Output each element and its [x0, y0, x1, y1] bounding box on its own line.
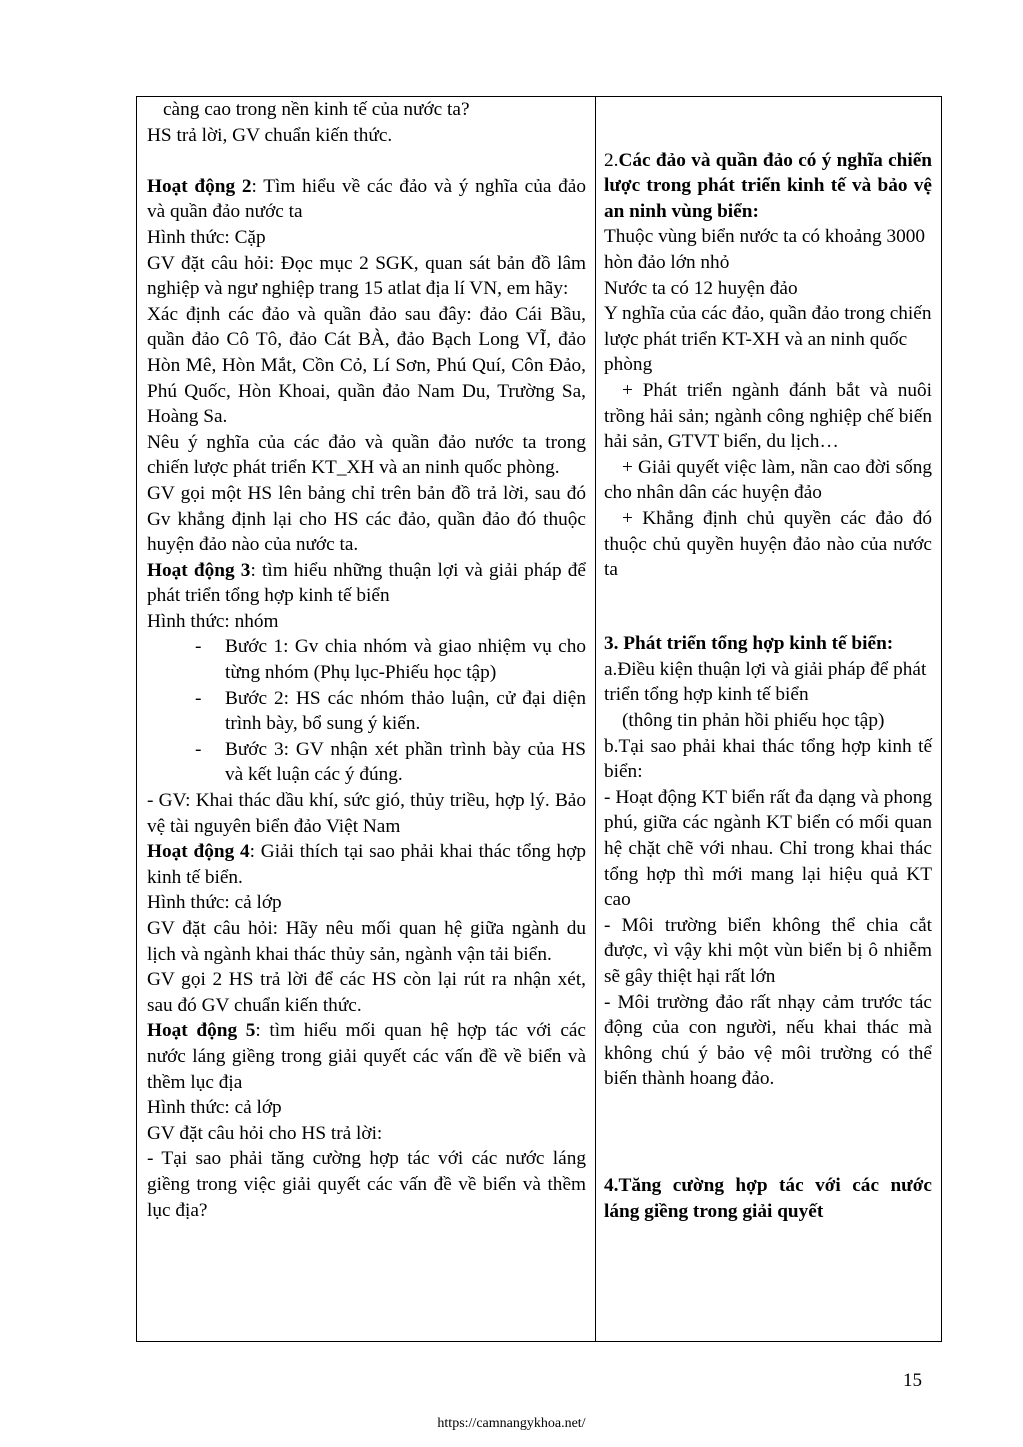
activity-5-text: : tìm hiểu mối quan hệ hợp tác với các nước láng giềng trong giải quyết các vấn đề về biển và thềm lục địa: [147, 1020, 586, 1093]
activity-3-teacher: - GV: Khai thác dầu khí, sức gió, thủy triều, hợp lý. Bảo vệ tài nguyên biển đảo Việt Nam: [147, 790, 586, 837]
activity-2-island-list: Xác định các đảo và quần đảo sau đây: đảo Cái Bầu, quần đảo Cô Tô, đảo Cát BÀ, đảo Bạch Long VĨ, đảo Hòn Mê, Hòn Mắt, Cồn Cỏ, Lí Sơn, Phú Quí, Côn Đảo, Phú Quốc, Hòn Khoai, quần đảo Nam Du, Trường Sa, Hoàng Sa.: [147, 303, 586, 428]
left-column-activities: [147, 97, 586, 1223]
section-2-heading: [604, 148, 932, 225]
activity-2-title: Hoạt động 2: [147, 175, 252, 197]
activity-4-title: Hoạt động 4: [147, 841, 250, 863]
section-2-para-3: Y nghĩa của các đảo, quần đảo trong chiến lược phát triển KT-XH và an ninh quốc phòng: [604, 303, 932, 376]
activity-3-text: : tìm hiểu những thuận lợi và giải pháp để phát triển tổng hợp kinh tế biển: [147, 559, 586, 607]
step-text: Bước 1: Gv chia nhóm và giao nhiệm vụ cho từng nhóm (Phụ lục-Phiếu học tập): [225, 636, 586, 684]
activity-5-question-1: - Tại sao phải tăng cường hợp tác với các nước láng giềng trong việc giải quyết các vấn đề về biển và thềm lục địa?: [147, 1148, 586, 1221]
activity-2-text: : Tìm hiểu về các đảo và ý nghĩa của đảo và quần đảo nước ta: [147, 175, 586, 223]
section-4-heading: [604, 1173, 932, 1224]
activity-4: [147, 839, 586, 890]
section-2-para-1: Thuộc vùng biển nước ta có khoảng 3000 hòn đảo lớn nhỏ: [604, 226, 926, 273]
activity-3-form: Hình thức: nhóm: [147, 610, 279, 632]
activity-2-meaning: Nêu ý nghĩa của các đảo và quần đảo nước ta trong chiến lược phát triển KT_XH và an ninh quốc phòng.: [147, 431, 586, 479]
section-3-point-3: - Môi trường đảo rất nhạy cảm trước tác động của con người, nếu khai thác mà không chú ý bảo vệ môi trường có thể biến thành hoang đảo.: [604, 991, 932, 1090]
activity-5: [147, 1018, 586, 1095]
section-3-part-a: a.Điều kiện thuận lợi và giải pháp để phát triển tổng hợp kinh tế biển: [604, 658, 927, 706]
section-2-number: 2.: [604, 149, 619, 171]
bullet-dash: -: [195, 687, 202, 709]
activity-5-question: GV đặt câu hỏi cho HS trả lời:: [147, 1122, 383, 1144]
section-3-part-b: b.Tại sao phải khai thác tổng hợp kinh tế biển:: [604, 735, 932, 783]
activity-4-form: Hình thức: cả lớp: [147, 892, 282, 914]
activity-3-title: Hoạt động 3: [147, 559, 251, 581]
activity-2-form: Hình thức: Cặp: [147, 226, 266, 248]
activity-2: [147, 174, 586, 225]
lesson-table: [136, 96, 942, 1342]
section-2-bullet-1: + Phát triển ngành đánh bắt và nuôi trồng hải sản; ngành công nghiệp chế biến hải sản, GTVT biển, du lịch…: [604, 379, 932, 453]
bullet-dash: -: [195, 636, 202, 658]
right-column-content: [604, 97, 932, 1224]
step-item: [147, 634, 586, 685]
activity-2-question: GV đặt câu hỏi: Đọc mục 2 SGK, quan sát bản đồ lâm nghiệp và ngư nghiệp trang 15 atlat địa lí VN, em hãy:: [147, 252, 586, 300]
section-3-point-2: - Môi trường biển không thể chia cắt được, vì vậy khi một vùn biển bị ô nhiễm sẽ gây thiệt hại rất lớn: [604, 914, 932, 987]
activity-4-text: : Giải thích tại sao phải khai thác tổng hợp kinh tế biển.: [147, 841, 586, 888]
activity-2-teacher: GV gọi một HS lên bảng chỉ trên bản đồ trả lời, sau đó Gv khẳng định lại cho HS các đảo, quần đảo đó thuộc huyện đảo nào của nước ta.: [147, 482, 586, 556]
section-3-part-a-note: (thông tin phản hồi phiếu học tập): [622, 710, 885, 732]
step-item: [147, 737, 586, 788]
section-2-bullet-2: + Giải quyết việc làm, nần cao đời sống cho nhân dân các huyện đảo: [604, 456, 932, 504]
section-2-title: Các đảo và quần đảo có ý nghĩa chiến lược trong phát triển kinh tế và bảo vệ an ninh vùng biển:: [604, 149, 932, 222]
activity-3: [147, 558, 586, 609]
section-3-heading: [604, 631, 932, 657]
section-3-title: 3. Phát triển tổng hợp kinh tế biển:: [604, 633, 894, 655]
section-2-para-2: Nước ta có 12 huyện đảo: [604, 277, 798, 299]
activity-4-question: GV đặt câu hỏi: Hãy nêu mối quan hệ giữa ngành du lịch và ngành khai thác thủy sản, ngành vận tải biển.: [147, 918, 586, 965]
question-continued: càng cao trong nền kinh tế của nước ta?: [163, 99, 470, 120]
activity-5-form: Hình thức: cả lớp: [147, 1097, 282, 1119]
step-item: [147, 686, 586, 737]
step-text: Bước 3: GV nhận xét phần trình bày của HS và kết luận các ý đúng.: [225, 738, 586, 786]
hs-answer-note: HS trả lời, GV chuẩn kiến thức.: [147, 124, 393, 146]
bullet-dash: -: [195, 738, 202, 760]
activity-5-title: Hoạt động 5: [147, 1020, 256, 1042]
section-2-bullet-3: + Khẳng định chủ quyền các đảo đó thuộc chủ quyền huyện đảo nào của nước ta: [604, 507, 932, 581]
footer-url: https://camnangykhoa.net/: [437, 1416, 586, 1431]
page-number: 15: [903, 1370, 922, 1391]
activity-4-teacher: GV gọi 2 HS trả lời để các HS còn lại rút ra nhận xét, sau đó GV chuẩn kiến thức.: [147, 969, 586, 1016]
section-3-point-1: - Hoạt động KT biển rất đa dạng và phong phú, giữa các ngành KT biển có mối quan hệ chặt chẽ với nhau. Chỉ trong khai thác tổng hợp thì mới mang lại hiệu quả KT cao: [604, 786, 932, 911]
section-4-title: 4.Tăng cường hợp tác với các nước láng giềng trong giải quyết: [604, 1175, 932, 1222]
step-text: Bước 2: HS các nhóm thảo luận, cử đại diện trình bày, bổ sung ý kiến.: [225, 687, 586, 735]
column-divider: [595, 97, 596, 1341]
